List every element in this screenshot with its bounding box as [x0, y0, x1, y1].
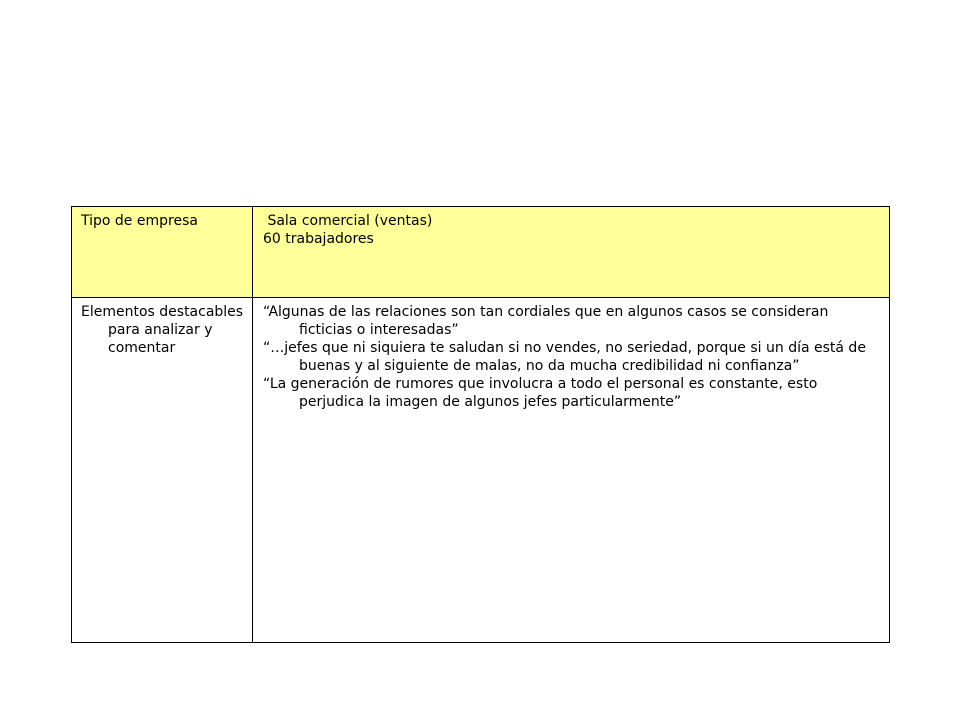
label-cell [72, 298, 253, 643]
quote-2: “…jefes que ni siquiera te saludan si no vendes, no seriedad, porque si un día está de buenas y al siguiente de malas, no da mucha credibilidad ni confianza” [263, 340, 866, 374]
quote-1: “Algunas de las relaciones son tan cordiales que en algunos casos se consideran ficticias o interesadas” [263, 304, 829, 338]
company-type-label: Tipo de empresa [81, 213, 198, 229]
table-row [72, 207, 890, 298]
info-table [71, 206, 890, 643]
quote-3: “La generación de rumores que involucra a todo el personal es constante, esto perjudica la imagen de algunos jefes particularmente” [263, 376, 818, 410]
table-row [72, 298, 890, 643]
highlights-label: Elementos destacables para analizar y comentar [81, 304, 244, 356]
company-type-value: Sala comercial (ventas) [263, 213, 433, 229]
value-cell [253, 207, 890, 298]
label-cell [72, 207, 253, 298]
value-cell [253, 298, 890, 643]
workers-count: 60 trabajadores [263, 231, 374, 247]
